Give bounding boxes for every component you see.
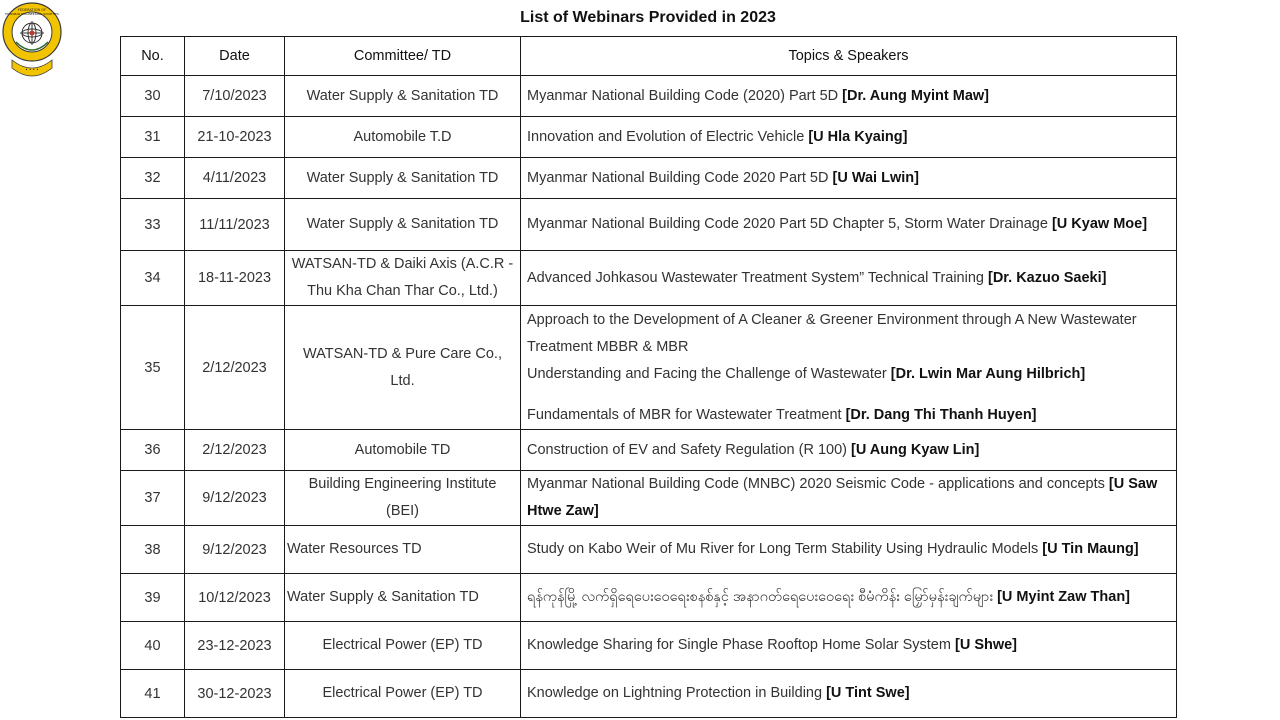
speaker-name: [Dr. Dang Thi Thanh Huyen]: [845, 406, 1037, 423]
speaker-name: [U Tint Swe]: [826, 685, 910, 701]
row-date: 2/12/2023: [185, 430, 285, 471]
row-no: 41: [121, 670, 185, 718]
speaker-name: [U Shwe]: [954, 637, 1018, 653]
topic-line: [527, 361, 1170, 388]
speaker-name: [U Tin Maung]: [1042, 541, 1139, 557]
row-date: 7/10/2023: [185, 76, 285, 117]
row-no: 36: [121, 430, 185, 471]
row-topic: [521, 526, 1177, 574]
row-committee: WATSAN-TD & Daiki Axis (A.C.R - Thu Kha Chan Thar Co., Ltd.): [285, 251, 521, 306]
row-committee: Electrical Power (EP) TD: [285, 670, 521, 718]
row-date: 10/12/2023: [185, 574, 285, 622]
topic-text: ရန်ကုန်မြို့ လက်ရှိရေပေးဝေရေးစနစ်နှင့် အနာဂတ်ရေပေးဝေရေး စီမံကိန်း မြှော်မှန်းချက်များ: [527, 589, 998, 605]
row-committee: Automobile T.D: [285, 117, 521, 158]
topic-text: Knowledge on Lightning Protection in Building: [527, 685, 827, 701]
row-topic: [521, 199, 1177, 251]
topic-text: Study on Kabo Weir of Mu River for Long Term Stability Using Hydraulic Models: [527, 541, 1043, 557]
row-no: 32: [121, 158, 185, 199]
topic-text: Innovation and Evolution of Electric Vehicle: [527, 128, 809, 145]
row-committee: Building Engineering Institute (BEI): [285, 471, 521, 526]
header-topics: Topics & Speakers: [521, 37, 1177, 76]
row-no: 39: [121, 574, 185, 622]
table-row: [121, 158, 1177, 199]
table-row: [121, 199, 1177, 251]
row-date: 23-12-2023: [185, 622, 285, 670]
row-date: 18-11-2023: [185, 251, 285, 306]
row-no: 35: [121, 306, 185, 430]
topic-line: [527, 402, 1170, 429]
row-no: 30: [121, 76, 185, 117]
table-row: [121, 430, 1177, 471]
row-committee: Water Supply & Sanitation TD: [285, 76, 521, 117]
row-committee: Water Supply & Sanitation TD: [285, 199, 521, 251]
speaker-name: [Dr. Kazuo Saeki]: [988, 269, 1107, 286]
svg-text:• • • •: • • • •: [25, 67, 39, 72]
topic-text: Knowledge Sharing for Single Phase Rooftop Home Solar System: [527, 637, 955, 653]
speaker-name: [U Kyaw Moe]: [1051, 216, 1148, 232]
table-row: [121, 574, 1177, 622]
row-committee: Water Supply & Sanitation TD: [285, 574, 521, 622]
row-topic: [521, 158, 1177, 199]
topic-text: Approach to the Development of A Cleaner & Greener Environment through A New Wastewater Treatment MBBR & MBR: [527, 311, 1137, 355]
row-date: 9/12/2023: [185, 526, 285, 574]
row-no: 31: [121, 117, 185, 158]
row-committee: Electrical Power (EP) TD: [285, 622, 521, 670]
topic-text: Construction of EV and Safety Regulation (R 100): [527, 441, 852, 458]
topic-text: Understanding and Facing the Challenge of Wastewater: [527, 365, 891, 382]
row-committee: Water Resources TD: [285, 526, 521, 574]
topic-text: Fundamentals of MBR for Wastewater Treatment: [527, 406, 846, 423]
header-date: Date: [185, 37, 285, 76]
row-committee: Water Supply & Sanitation TD: [285, 158, 521, 199]
speaker-name: [U Myint Zaw Than]: [997, 589, 1131, 605]
svg-text:FEDERATION OF: FEDERATION OF: [18, 8, 46, 12]
header-no: No.: [121, 37, 185, 76]
table-row: [121, 76, 1177, 117]
row-date: 4/11/2023: [185, 158, 285, 199]
row-date: 11/11/2023: [185, 199, 285, 251]
row-committee: Automobile TD: [285, 430, 521, 471]
speaker-name: [U Aung Kyaw Lin]: [851, 441, 980, 458]
speaker-name: [U Hla Kyaing]: [808, 128, 908, 145]
row-date: 30-12-2023: [185, 670, 285, 718]
header-committee: Committee/ TD: [285, 37, 521, 76]
speaker-name: [Dr. Aung Myint Maw]: [842, 87, 990, 104]
topic-text: Myanmar National Building Code (2020) Part 5D: [527, 87, 843, 104]
table-row: [121, 471, 1177, 526]
page-title: List of Webinars Provided in 2023: [520, 9, 776, 26]
table-row: [121, 251, 1177, 306]
table-header-row: [121, 37, 1177, 76]
row-committee: WATSAN-TD & Pure Care Co., Ltd.: [285, 306, 521, 430]
svg-text:MYANMAR ENGINEERING SOCIETIES: MYANMAR ENGINEERING SOCIETIES: [5, 12, 59, 16]
table-row: [121, 526, 1177, 574]
table-row: [121, 670, 1177, 718]
row-topic: [521, 251, 1177, 306]
speaker-name: [Dr. Lwin Mar Aung Hilbrich]: [890, 365, 1086, 382]
topic-text: Myanmar National Building Code 2020 Part 5D Chapter 5, Storm Water Drainage: [527, 216, 1052, 232]
row-date: 21-10-2023: [185, 117, 285, 158]
row-topic: [521, 622, 1177, 670]
row-date: 9/12/2023: [185, 471, 285, 526]
row-date: 2/12/2023: [185, 306, 285, 430]
row-topic: [521, 430, 1177, 471]
topic-text: Myanmar National Building Code 2020 Part 5D: [527, 169, 833, 186]
row-topic: [521, 306, 1177, 430]
speaker-name: [U Wai Lwin]: [832, 169, 919, 186]
row-no: 37: [121, 471, 185, 526]
row-topic: [521, 670, 1177, 718]
row-no: 40: [121, 622, 185, 670]
topic-text: Advanced Johkasou Wastewater Treatment System” Technical Training: [527, 269, 988, 286]
table-row: [121, 117, 1177, 158]
webinars-table: [120, 36, 1177, 718]
row-no: 34: [121, 251, 185, 306]
row-no: 33: [121, 199, 185, 251]
topic-text: Myanmar National Building Code (MNBC) 2020 Seismic Code - applications and concepts: [527, 476, 1109, 492]
row-topic: [521, 76, 1177, 117]
row-topic: [521, 574, 1177, 622]
table-row: [121, 306, 1177, 430]
row-topic: [521, 117, 1177, 158]
row-topic: [521, 471, 1177, 526]
table-row: [121, 622, 1177, 670]
row-no: 38: [121, 526, 185, 574]
speaker-name: [U Saw Htwe Zaw]: [527, 476, 1158, 519]
